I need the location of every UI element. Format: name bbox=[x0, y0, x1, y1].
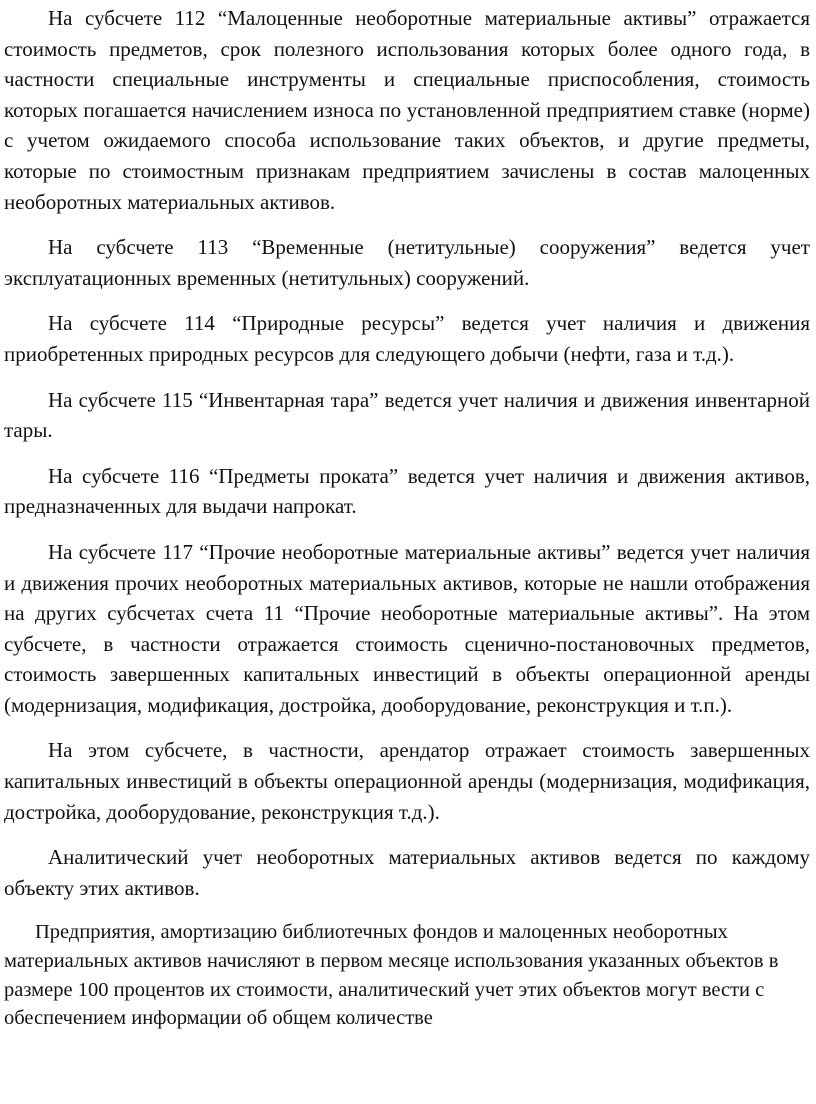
paragraph-subaccount-115: На субсчете 115 “Инвентарная тара” ведется учет наличия и движения инвентарной тары. bbox=[4, 387, 810, 443]
paragraph-subaccount-114: На субсчете 114 “Природные ресурсы” ведется учет наличия и движения приобретенных природных ресурсов для следующего добычи (нефти, газа и т.д.). bbox=[4, 311, 810, 366]
paragraph-analytical-accounting: Аналитический учет необоротных материальных активов ведется по каждому объекту этих активов. bbox=[4, 845, 810, 900]
paragraph-subaccount-116: На субсчете 116 “Предметы проката” ведется учет наличия и движения активов, предназначенных для выдачи напрокат. bbox=[4, 463, 810, 519]
paragraph-subaccount-117: На субсчете 117 “Прочие необоротные материальные активы” ведется учет наличия и движения прочих необоротных материальных активов, которые не нашли отображения на других субсчетах счета 11 “Прочие необоротные материальные активы”. На этом субсчете, в частности отражается стоимость сценично-постановочных предметов, стоимость завершенных капитальных инвестиций в объекты операционной аренды (модернизация, модификация, достройка, дооборудование, реконструкция и т.п.). bbox=[4, 539, 810, 717]
paragraph-subaccount-113: На субсчете 113 “Временные (нетитульные) сооружения” ведется учет эксплуатационных временных (нетитульных) сооружений. bbox=[4, 235, 810, 290]
paragraph-amortization: Предприятия, амортизацию библиотечных фондов и малоценных необоротных материальных активов начисляют в первом месяце использования указанных объектов в размере 100 процентов их стоимости, аналитический учет этих объектов могут вести с обеспечением информации об общем количестве bbox=[4, 921, 779, 1030]
paragraph-subaccount-112: На субсчете 112 “Малоценные необоротные материальные активы” отражается стоимость предметов, срок полезного использования которых более одного года, в частности специальные инструменты и специальные приспособления, стоимость которых погашается начислением износа по установленной предприятием ставке (норме) с учетом ожидаемого способа использование таких объектов, и другие предметы, которые по стоимостным признакам предприятием зачислены в состав малоценных необоротных материальных активов. bbox=[4, 6, 810, 214]
paragraph-lessee: На этом субсчете, в частности, арендатор отражает стоимость завершенных капитальных инвестиций в объекты операционной аренды (модернизация, модификация, достройка, дооборудование, реконструкция т.д.). bbox=[4, 738, 810, 824]
